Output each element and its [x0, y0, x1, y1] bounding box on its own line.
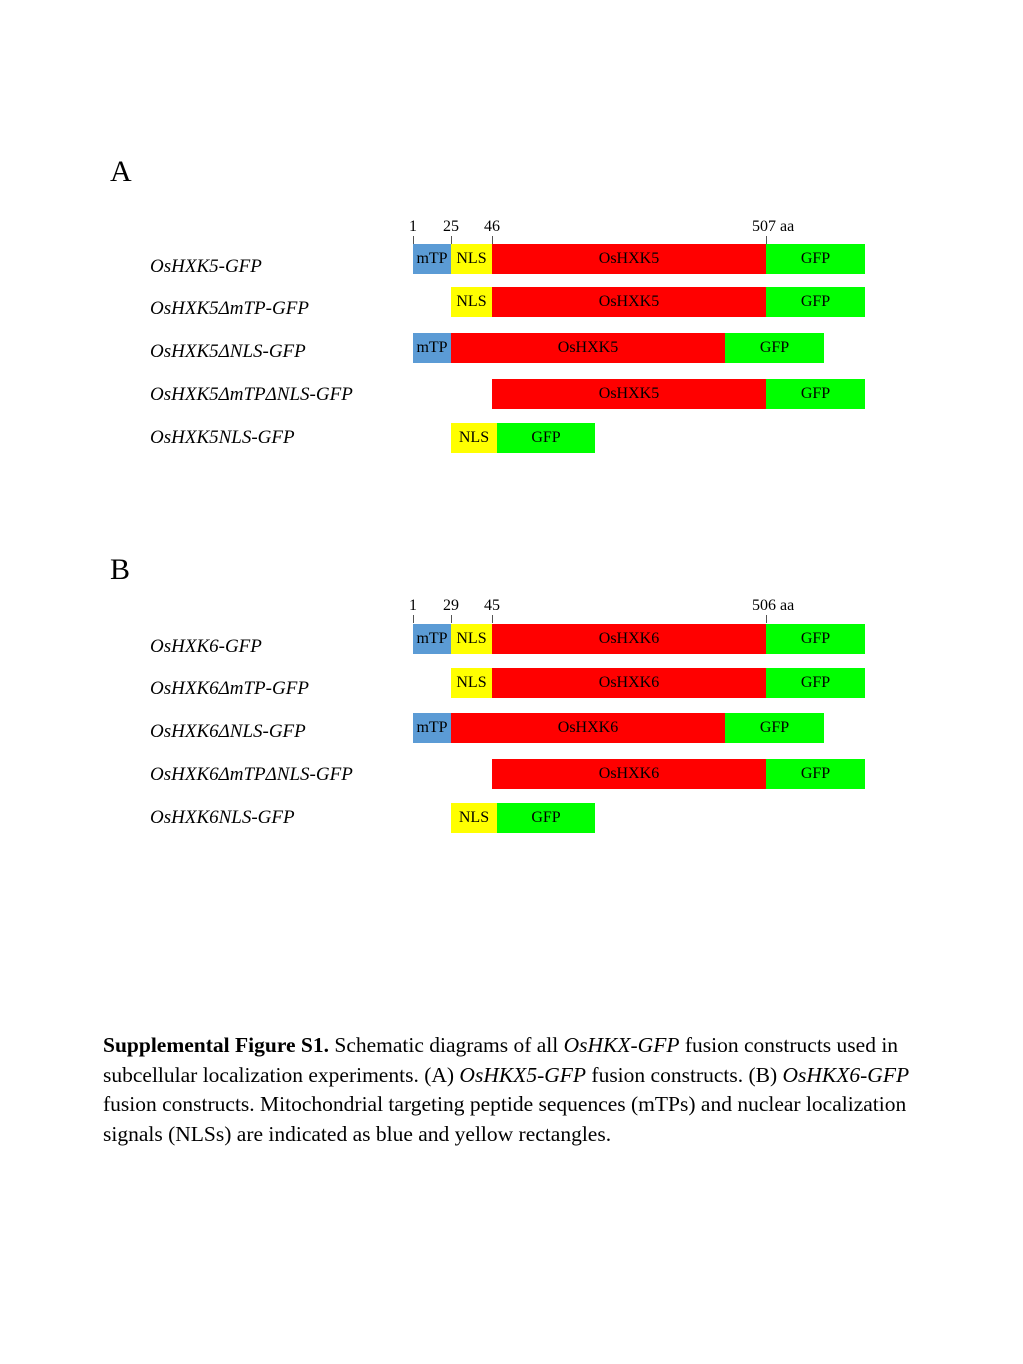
nls-segment: NLS [451, 624, 492, 654]
panel-a-letter: A [110, 155, 132, 188]
gfp-segment: GFP [766, 244, 865, 274]
construct-name: OsHXK6ΔmTPΔNLS-GFP [150, 764, 353, 785]
gfp-segment: GFP [766, 759, 865, 789]
construct-name: OsHXK6-GFP [150, 636, 262, 657]
position-tick [413, 615, 414, 623]
position-tick [451, 236, 452, 244]
mtp-segment: mTP [413, 333, 451, 363]
nls-segment: NLS [451, 668, 492, 698]
construct-name: OsHXK5-GFP [150, 256, 262, 277]
construct-name: OsHXK5ΔNLS-GFP [150, 341, 306, 362]
position-label: 45 [484, 597, 500, 614]
nls-segment: NLS [451, 803, 497, 833]
construct-name: OsHXK6NLS-GFP [150, 807, 295, 828]
caption-text: Schematic diagrams of all [328, 1033, 564, 1057]
hxk5-segment: OsHXK5 [492, 287, 766, 317]
nls-segment: NLS [451, 423, 497, 453]
gfp-segment: GFP [766, 668, 865, 698]
caption-italic: OsHKX6-GFP [782, 1062, 910, 1087]
gfp-segment: GFP [725, 333, 824, 363]
construct-name: OsHXK5NLS-GFP [150, 427, 295, 448]
position-tick [766, 236, 767, 244]
mtp-segment: mTP [413, 244, 451, 274]
mtp-segment: mTP [413, 624, 451, 654]
gfp-segment: GFP [725, 713, 824, 743]
gfp-segment: GFP [497, 423, 595, 453]
position-tick [492, 615, 493, 623]
position-tick [492, 236, 493, 244]
construct-name: OsHXK6ΔNLS-GFP [150, 721, 306, 742]
caption-italic: OsHKX-GFP [563, 1033, 680, 1057]
position-tick [766, 615, 767, 623]
mtp-segment: mTP [413, 713, 451, 743]
gfp-segment: GFP [497, 803, 595, 833]
hxk6-segment: OsHXK6 [492, 668, 766, 698]
position-label: 1 [409, 218, 417, 235]
caption-text: fusion constructs used in subcellular localization experiments. (A) [103, 1033, 899, 1087]
hxk5-segment: OsHXK5 [451, 333, 725, 363]
hxk5-segment: OsHXK5 [492, 379, 766, 409]
hxk6-segment: OsHXK6 [492, 624, 766, 654]
position-tick [451, 615, 452, 623]
position-label: 25 [443, 218, 459, 235]
position-label: 1 [409, 597, 417, 614]
construct-name: OsHXK5ΔmTP-GFP [150, 298, 309, 319]
construct-name: OsHXK6ΔmTP-GFP [150, 678, 309, 699]
position-label: 29 [443, 597, 459, 614]
position-label: 46 [484, 218, 500, 235]
hxk5-segment: OsHXK5 [492, 244, 766, 274]
position-label: 506 aa [752, 597, 795, 614]
nls-segment: NLS [451, 244, 492, 274]
position-label: 507 aa [752, 218, 795, 235]
panel-b-letter: B [110, 553, 131, 586]
caption-title: Supplemental Figure S1. [103, 1033, 329, 1057]
construct-name: OsHXK5ΔmTPΔNLS-GFP [150, 384, 353, 405]
caption-text: fusion constructs. (B) [586, 1062, 783, 1087]
hxk6-segment: OsHXK6 [492, 759, 766, 789]
gfp-segment: GFP [766, 624, 865, 654]
hxk6-segment: OsHXK6 [451, 713, 725, 743]
gfp-segment: GFP [766, 379, 865, 409]
figure-caption [103, 1031, 953, 1149]
caption-text: fusion constructs. Mitochondrial targeting peptide sequences (mTPs) and nuclear localization signals (NLSs) are indicated as blue and yellow rectangles. [103, 1092, 907, 1146]
caption-italic: OsHKX5-GFP [459, 1062, 587, 1087]
nls-segment: NLS [451, 287, 492, 317]
position-tick [413, 236, 414, 244]
gfp-segment: GFP [766, 287, 865, 317]
